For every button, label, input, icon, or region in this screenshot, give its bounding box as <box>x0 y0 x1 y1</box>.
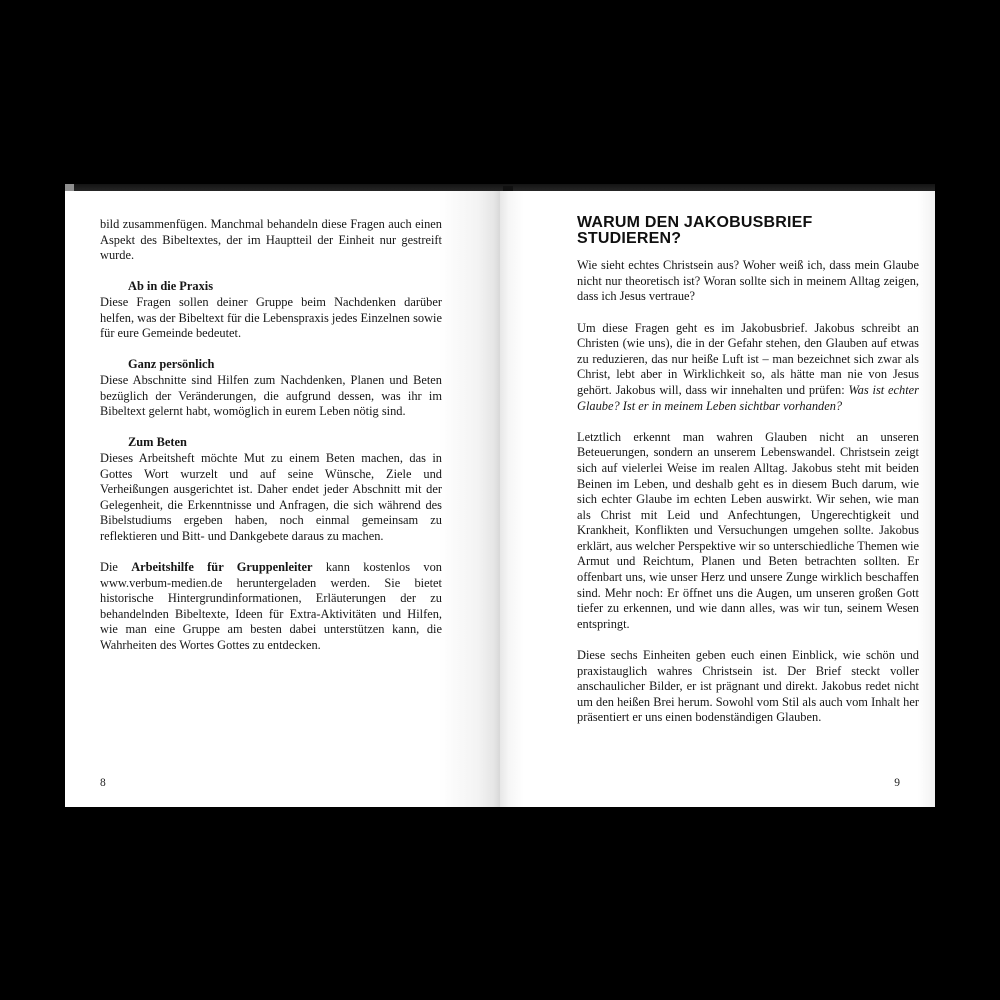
bold-text-segment: Arbeitshilfe für Gruppenleiter <box>131 560 313 575</box>
page-number-left: 8 <box>100 777 106 789</box>
page-number-right: 9 <box>894 777 900 789</box>
section-subheading-ab-in-die-praxis: Ab in die Praxis <box>128 279 214 294</box>
book-spread <box>65 184 935 807</box>
chapter-heading: WARUM DEN JAKOBUSBRIEF STUDIEREN? <box>577 214 813 247</box>
left-page <box>65 191 500 807</box>
text-segment: Die <box>100 560 132 575</box>
left-page-text-column <box>100 217 442 654</box>
right-page-text-column <box>577 215 919 726</box>
section-subheading-zum-beten: Zum Beten <box>128 435 187 450</box>
page-corner-mark <box>65 184 74 191</box>
italic-text-segment: Was ist echter Glaube? Ist er in meinem Leben sichtbar vorhanden? <box>577 382 919 413</box>
right-page <box>500 191 935 807</box>
paragraph: Dieses Arbeitsheft möchte Mut zu einem Beten machen, das in Gottes Wort wurzelt und auf seine Wünsche, Ziele und Verheißungen ausgerichtet ist. Daher endet jeder Abschnitt mit der Gelegenheit, die Erkenntnisse und Anfragen, die sich während des Bibelstudiums ergeben haben, noch einmal gemeinsam zu reflektieren und Bitt- und Dankgebete daraus zu machen. <box>100 450 442 543</box>
paragraph: Diese sechs Einheiten geben euch einen Einblick, wie schön und praxistauglich wahres Christsein ist. Der Brief steckt voller anschaulicher Bilder, er ist prägnant und direkt. Jakobus redet nicht um den heißen Brei herum. Sowohl vom Stil als auch vom Inhalt her präsentiert er uns einen bodenständigen Glauben. <box>577 648 919 725</box>
section-subheading-ganz-persoenlich: Ganz persönlich <box>128 357 215 372</box>
paragraph: bild zusammenfügen. Manchmal behandeln diese Fragen auch einen Aspekt des Bibeltextes, der im Hauptteil der Einheit nur gestreift wurde. <box>100 217 442 263</box>
paragraph <box>100 560 442 654</box>
page-top-edge <box>65 184 935 191</box>
paragraph: Diese Fragen sollen deiner Gruppe beim Nachdenken darüber helfen, was der Bibeltext für die Lebenspraxis jedes Einzelnen sowie für eure Gemeinde bedeutet. <box>100 294 443 341</box>
text-segment: Um diese Fragen geht es im Jakobusbrief. Jakobus schreibt an Christen (wie uns), die in der Gefahr stehen, den Glauben auf etwas zu reduzieren, das nur heiße Luft ist – man bezeichnet sich zwar als Christ, lebt aber in Wirklichkeit so, als hätte man nie von Jesus gehört. Jakobus will, dass wir innehalten und prüfen: <box>577 320 919 397</box>
paragraph: Letztlich erkennt man wahren Glauben nicht an unseren Beteuerungen, sondern an unserem Lebenswandel. Christsein zeigt sich auf vielerlei Weise im realen Alltag. Jakobus steht mit beiden Beinen im Leben, und deshalb geht es in diesem Buch darum, wie sich echter Glaube im echten Leben auswirkt. Wir sehen, wie man als Christ mit Leid und Anfechtungen, Ungerechtigkeit und Krankheit, Konflikten und Versuchungen umgehen sollte. Jakobus erklärt, aus welcher Perspektive wir so unterschiedliche Themen wie Armut und Reichtum, Planen und Beten betrachten sollten. Er offenbart uns, wie unser Herz und unsere Zunge wirklich beschaffen sind. Mehr noch: Er öffnet uns die Augen, um unseren großen Gott tiefer zu erkennen, und wie dann alles, was wir tun, seinem Wesen entspringt. <box>577 429 919 631</box>
text-segment: kann kostenlos von www.verbum-medien.de heruntergeladen werden. Sie bietet historische Hintergrundinformationen, Erläuterungen der zu behandelnden Bibeltexte, Ideen für Extra-Aktivitäten und Hilfen, wie man eine Gruppe am besten dabei unterstützen kann, die Wahrheiten des Wortes Gottes zu entdecken. <box>100 560 442 653</box>
paragraph: Diese Abschnitte sind Hilfen zum Nachdenken, Planen und Beten bezüglich der Veränderungen, die aufgrund dessen, was ihr im Bibeltext gelernt habt, womöglich in eurem Leben nötig sind. <box>100 372 442 419</box>
paragraph: Wie sieht echtes Christsein aus? Woher weiß ich, dass mein Glaube nicht nur theoretisch ist? Woran sollte sich in meinem Alltag zeigen, dass ich Jesus vertraue? <box>577 258 919 304</box>
paragraph <box>577 321 919 415</box>
